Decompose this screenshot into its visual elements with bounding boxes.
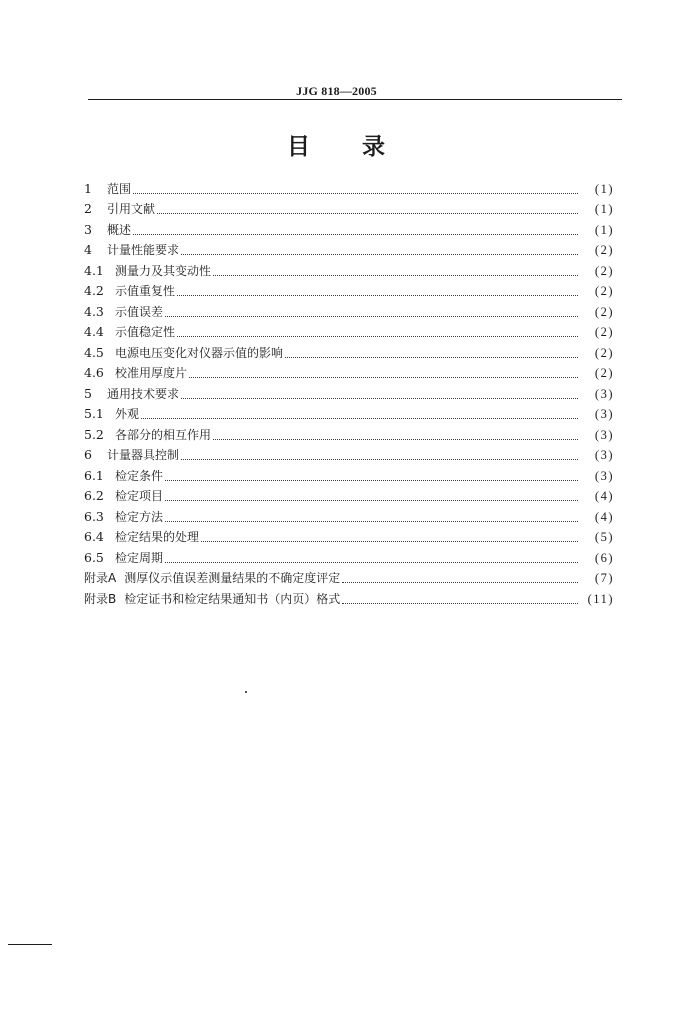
toc-entry-number: 6.4 <box>84 529 104 544</box>
toc-entry-number: 6.1 <box>84 467 104 483</box>
toc-entry-number: 6 <box>84 447 92 462</box>
toc-entry-number: 5.2 <box>84 426 104 442</box>
toc-entry <box>84 503 614 524</box>
toc-entry-title: 计量性能要求 <box>107 243 180 257</box>
toc-entry-title: 检定证书和检定结果通知书（内页）格式 <box>124 591 341 606</box>
dot-leader <box>177 326 578 337</box>
toc-entry <box>84 298 614 319</box>
toc-entry-page: (3) <box>594 386 614 401</box>
toc-entry-appendix <box>84 585 614 606</box>
table-of-contents <box>84 175 614 606</box>
toc-entry-title: 引用文献 <box>107 202 156 216</box>
toc-entry <box>84 257 614 278</box>
scan-speck <box>245 691 247 693</box>
toc-entry <box>84 339 614 360</box>
toc-entry-title: 示值误差 <box>115 304 164 319</box>
toc-entry-number: 5.1 <box>84 406 104 421</box>
toc-entry-page: (1) <box>594 202 614 216</box>
standard-code: JJG 818—2005 <box>296 84 377 98</box>
toc-entry-number: 4.1 <box>84 262 104 278</box>
toc-entry <box>84 175 614 196</box>
toc-entry-page: (2) <box>594 345 614 360</box>
toc-entry-page: (2) <box>594 325 614 339</box>
toc-entry-number: 4 <box>84 242 92 257</box>
toc-entry-title: 检定项目 <box>115 489 164 503</box>
toc-entry-title: 检定方法 <box>115 509 164 524</box>
toc-entry-number: 6.2 <box>84 488 104 503</box>
dot-leader <box>165 490 578 501</box>
dot-leader <box>165 511 578 522</box>
toc-entry <box>84 483 614 504</box>
dot-leader <box>181 388 578 399</box>
toc-entry-title: 检定条件 <box>115 468 164 483</box>
toc-entry-number: 6.3 <box>84 508 104 524</box>
toc-entry-page: (3) <box>594 468 614 483</box>
dot-leader <box>213 265 578 276</box>
toc-entry-page: (2) <box>594 243 614 257</box>
toc-entry-title: 概述 <box>107 222 132 237</box>
toc-entry-number: 2 <box>84 201 92 216</box>
toc-entry-title: 通用技术要求 <box>107 386 180 401</box>
dot-leader <box>213 429 578 440</box>
footer-rule <box>8 944 52 945</box>
toc-entry-title: 范围 <box>107 181 132 196</box>
toc-entry-page: (7) <box>594 571 614 585</box>
toc-entry-page: (3) <box>594 427 614 442</box>
page-title: 目 录 <box>286 134 386 160</box>
toc-entry <box>84 196 614 217</box>
toc-entry-number: 6.5 <box>84 549 104 565</box>
toc-entry-title: 各部分的相互作用 <box>115 427 212 442</box>
toc-entry <box>84 401 614 422</box>
toc-entry <box>84 380 614 401</box>
toc-entry <box>84 462 614 483</box>
toc-entry-appendix <box>84 565 614 586</box>
toc-entry-number: 1 <box>84 180 92 196</box>
dot-leader <box>285 347 578 358</box>
toc-entry-title: 计量器具控制 <box>107 448 180 462</box>
toc-entry-page: (2) <box>594 263 614 278</box>
toc-entry-title: 测厚仪示值误差测量结果的不确定度评定 <box>124 571 341 585</box>
toc-entry-title: 示值重复性 <box>115 284 176 298</box>
toc-entry-number: 3 <box>84 221 92 237</box>
toc-entry-number: 4.3 <box>84 303 104 319</box>
toc-entry-title: 检定周期 <box>115 550 164 565</box>
toc-entry-number: 5 <box>84 385 92 401</box>
dot-leader <box>181 244 578 255</box>
dot-leader <box>201 531 578 542</box>
toc-entry <box>84 544 614 565</box>
toc-entry-title: 示值稳定性 <box>115 325 176 339</box>
toc-entry-page: (2) <box>594 284 614 298</box>
toc-entry <box>84 237 614 258</box>
dot-leader <box>342 572 578 583</box>
toc-entry <box>84 319 614 340</box>
dot-leader <box>177 285 578 296</box>
toc-entry-page: (5) <box>594 530 614 544</box>
toc-entry <box>84 278 614 299</box>
toc-entry-number: 附录B <box>84 591 117 606</box>
header-rule <box>88 99 622 100</box>
toc-entry-number: 4.5 <box>84 344 104 360</box>
dot-leader <box>189 367 578 378</box>
toc-entry-page: (1) <box>594 222 614 237</box>
toc-entry-page: (11) <box>587 591 614 606</box>
toc-entry-page: (6) <box>594 550 614 565</box>
toc-entry-title: 测量力及其变动性 <box>115 263 212 278</box>
toc-entry <box>84 524 614 545</box>
dot-leader <box>133 224 578 235</box>
toc-entry-page: (3) <box>594 407 614 421</box>
dot-leader <box>342 593 578 604</box>
toc-entry-page: (2) <box>594 366 614 380</box>
toc-entry <box>84 216 614 237</box>
toc-entry-page: (3) <box>594 448 614 462</box>
dot-leader <box>165 306 578 317</box>
toc-entry-page: (4) <box>594 509 614 524</box>
dot-leader <box>165 552 578 563</box>
dot-leader <box>181 449 578 460</box>
toc-entry-page: (2) <box>594 304 614 319</box>
toc-entry-number: 附录A <box>84 571 117 585</box>
dot-leader <box>165 470 578 481</box>
dot-leader <box>133 183 578 194</box>
toc-entry <box>84 421 614 442</box>
toc-entry-title: 电源电压变化对仪器示值的影响 <box>115 345 284 360</box>
toc-entry-number: 4.6 <box>84 365 104 380</box>
toc-entry-title: 校准用厚度片 <box>115 366 188 380</box>
toc-entry-number: 4.2 <box>84 283 104 298</box>
dot-leader <box>157 203 578 214</box>
toc-entry-number: 4.4 <box>84 324 104 339</box>
toc-entry-page: (4) <box>594 489 614 503</box>
toc-entry-page: (1) <box>594 181 614 196</box>
toc-entry-title: 外观 <box>115 407 140 421</box>
toc-entry <box>84 360 614 381</box>
toc-entry-title: 检定结果的处理 <box>115 530 200 544</box>
toc-entry <box>84 442 614 463</box>
dot-leader <box>141 408 578 419</box>
